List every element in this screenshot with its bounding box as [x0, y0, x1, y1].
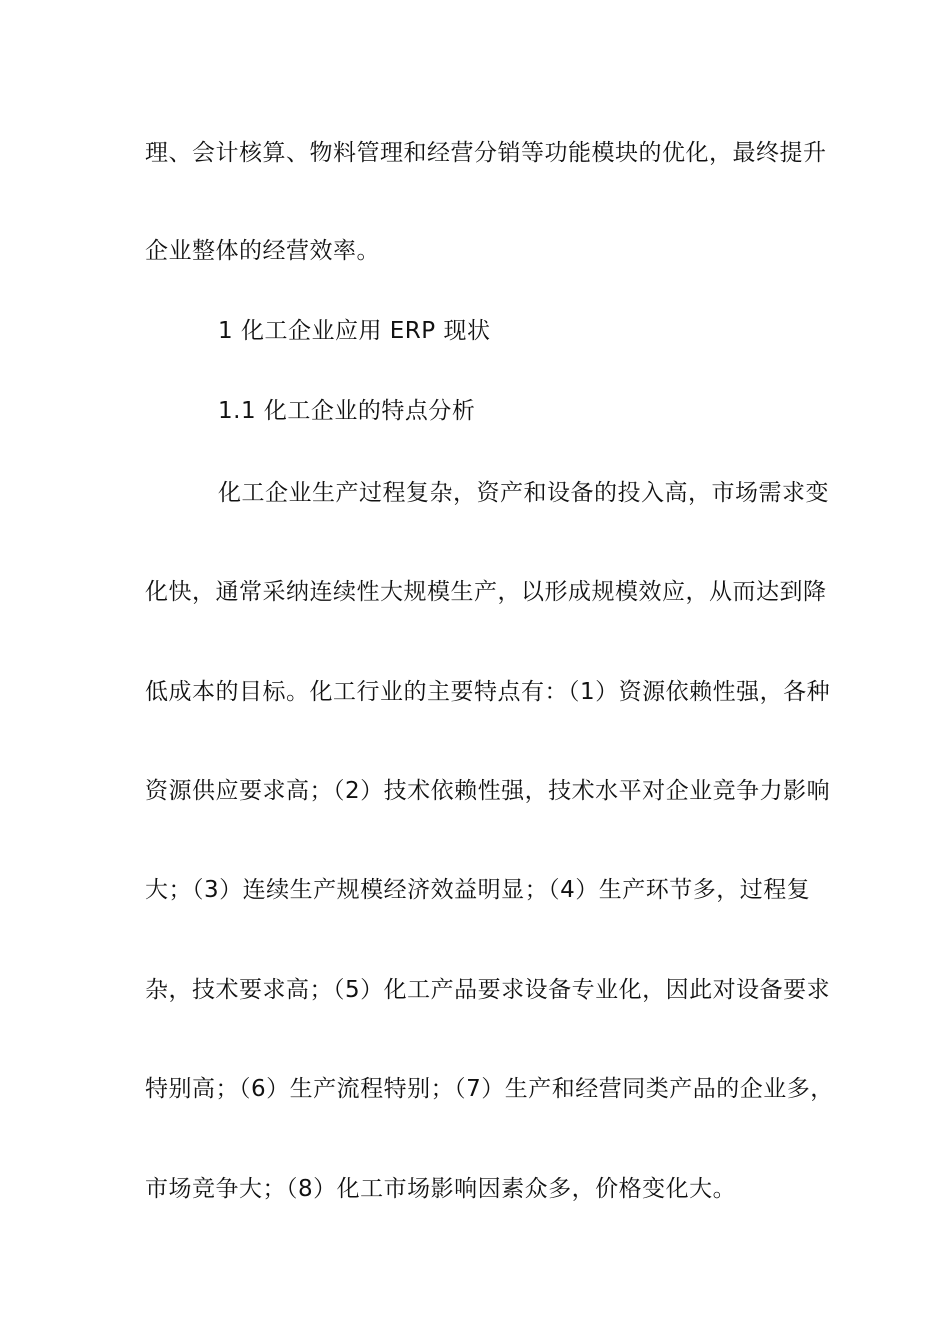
paragraph-line: 特别高；（6）生产流程特别；（7）生产和经营同类产品的企业多，: [145, 1076, 834, 1102]
paragraph-line: 化快，通常采纳连续性大规模生产，以形成规模效应，从而达到降: [145, 579, 827, 605]
section-heading: 1 化工企业应用 ERP 现状: [218, 318, 491, 344]
paragraph-line: 低成本的目标。化工行业的主要特点有：（1）资源依赖性强，各种: [145, 679, 831, 705]
paragraph-line: 杂，技术要求高；（5）化工产品要求设备专业化，因此对设备要求: [145, 977, 831, 1003]
paragraph-line: 企业整体的经营效率。: [145, 238, 380, 264]
paragraph-line: 大；（3）连续生产规模经济效益明显；（4）生产环节多，过程复: [145, 877, 811, 903]
paragraph-line: 理、会计核算、物料管理和经营分销等功能模块的优化，最终提升: [145, 140, 827, 166]
paragraph-line: 市场竞争大；（8）化工市场影响因素众多，价格变化大。: [145, 1176, 737, 1202]
paragraph-line: 化工企业生产过程复杂，资产和设备的投入高，市场需求变: [218, 480, 829, 506]
paragraph-line: 资源供应要求高；（2）技术依赖性强，技术水平对企业竞争力影响: [145, 778, 831, 804]
subsection-heading: 1.1 化工企业的特点分析: [218, 398, 476, 424]
